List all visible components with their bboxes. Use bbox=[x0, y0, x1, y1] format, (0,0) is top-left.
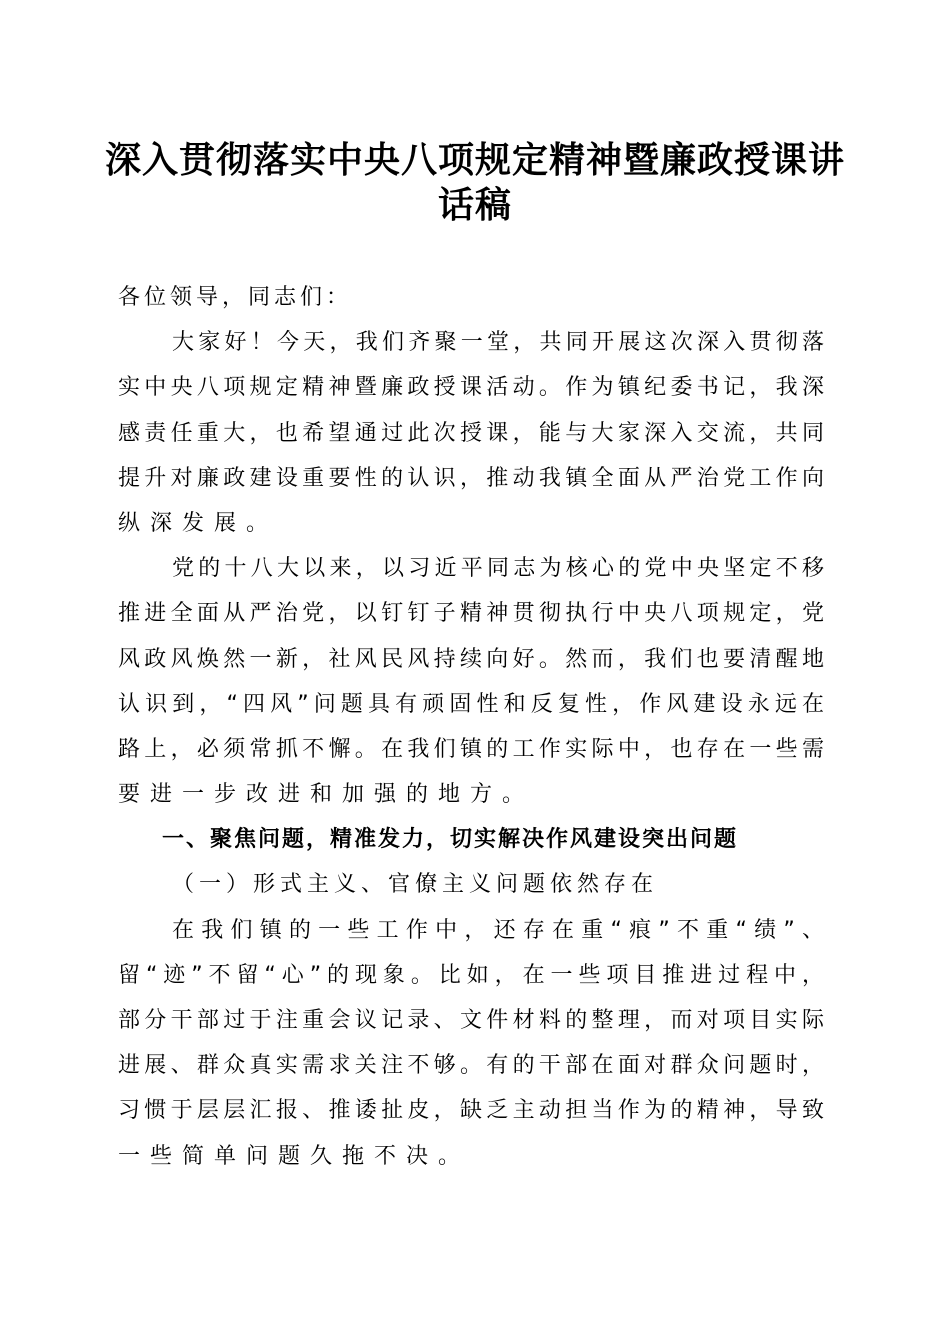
text-line: 路上，必须常抓不懈。在我们镇的工作实际中，也存在一些需 bbox=[118, 736, 824, 762]
subsection-heading: （一）形式主义、官僚主义问题依然存在 bbox=[172, 872, 659, 898]
text-line: 纵深发展。 bbox=[118, 510, 279, 536]
paragraph-1 bbox=[118, 320, 824, 546]
text-line: 习惯于层层汇报、推诿扯皮，缺乏主动担当作为的精神，导致 bbox=[118, 1098, 824, 1124]
document-body bbox=[118, 275, 824, 1179]
paragraph-2 bbox=[118, 546, 824, 817]
text-line: 党的十八大以来，以习近平同志为核心的党中央坚定不移 bbox=[172, 556, 824, 582]
text-line: 在我们镇的一些工作中，还存在重“痕”不重“绩”、 bbox=[172, 917, 824, 943]
text-line: 留“迹”不留“心”的现象。比如，在一些项目推进过程中， bbox=[118, 962, 824, 988]
text-line: 要进一步改进和加强的地方。 bbox=[118, 782, 535, 808]
text-line: 大家好！今天，我们齐聚一堂，共同开展这次深入贯彻落 bbox=[172, 330, 824, 356]
greeting: 各位领导，同志们： bbox=[118, 285, 353, 310]
section-heading: 一、聚焦问题，精准发力，切实解决作风建设突出问题 bbox=[162, 827, 739, 853]
paragraph-3 bbox=[118, 908, 824, 1179]
text-line: 感责任重大，也希望通过此次授课，能与大家深入交流，共同 bbox=[118, 420, 824, 446]
text-line: 提升对廉政建设重要性的认识，推动我镇全面从严治党工作向 bbox=[118, 465, 824, 491]
text-line: 风政风焕然一新，社风民风持续向好。然而，我们也要清醒地 bbox=[118, 646, 824, 672]
document-title-line-2: 话稿 bbox=[437, 184, 512, 226]
document-title-line-1: 深入贯彻落实中央八项规定精神暨廉政授课讲 bbox=[104, 139, 845, 181]
text-line: 一些简单问题久拖不决。 bbox=[118, 1143, 471, 1169]
text-line: 推进全面从严治党，以钉钉子精神贯彻执行中央八项规定，党 bbox=[118, 601, 824, 627]
text-line: 部分干部过于注重会议记录、文件材料的整理，而对项目实际 bbox=[118, 1008, 824, 1033]
text-line: 进展、群众真实需求关注不够。有的干部在面对群众问题时， bbox=[118, 1053, 824, 1079]
text-line: 实中央八项规定精神暨廉政授课活动。作为镇纪委书记，我深 bbox=[118, 375, 824, 401]
text-line: 认识到，“四风”问题具有顽固性和反复性，作风建设永远在 bbox=[118, 691, 824, 717]
